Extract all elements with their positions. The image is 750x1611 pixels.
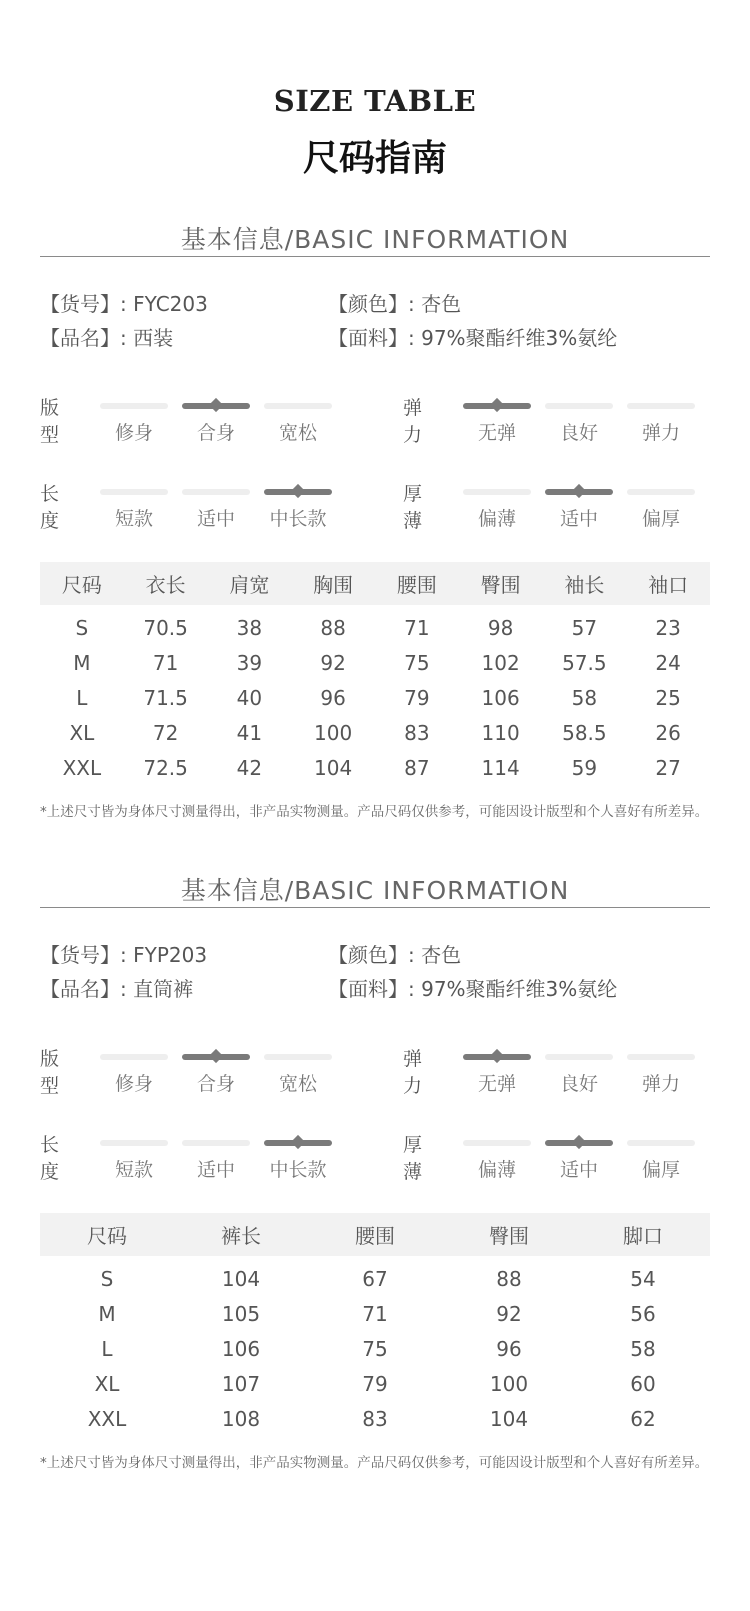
- table-cell: 59: [571, 755, 598, 780]
- scale-track: [182, 1054, 250, 1060]
- table-cell: XL: [69, 720, 95, 745]
- column-header: 胸围: [313, 573, 354, 597]
- scale-option: 中长款: [269, 508, 327, 530]
- attr-label-stretch: 弹力: [403, 397, 423, 446]
- scale-option: 短款: [114, 1159, 153, 1181]
- table-cell: M: [98, 1301, 116, 1326]
- table-cell: 27: [655, 755, 681, 780]
- scale-marker: [490, 398, 504, 412]
- table-cell: 96: [320, 685, 346, 710]
- column-header: 臀围: [489, 1224, 529, 1248]
- scale-option: 适中: [196, 1159, 235, 1181]
- scale-option: 偏厚: [641, 1159, 680, 1181]
- table-row: [40, 1401, 710, 1436]
- page-title-en: SIZE TABLE: [273, 84, 477, 118]
- table-cell: 71: [152, 650, 179, 675]
- scale-marker: [291, 484, 305, 498]
- scale-option: 无弹: [477, 1073, 516, 1095]
- table-row: [40, 1296, 710, 1331]
- table-row: [40, 645, 710, 680]
- table-cell: L: [101, 1336, 113, 1361]
- section-divider: [40, 907, 710, 908]
- scale-option: 适中: [196, 508, 235, 530]
- table-cell: 102: [481, 650, 520, 675]
- attr-label-stretch: 弹力: [403, 1048, 423, 1097]
- table-cell: 92: [320, 650, 346, 675]
- table-cell: 72.5: [143, 755, 188, 780]
- table-cell: 83: [362, 1406, 388, 1431]
- scale-track: [100, 1140, 168, 1146]
- scale-track: [545, 1054, 613, 1060]
- table-cell: 105: [221, 1301, 261, 1326]
- scale-marker: [209, 1049, 223, 1063]
- scale-track: [264, 1054, 332, 1060]
- scale-track: [182, 403, 250, 409]
- table-cell: 58: [571, 685, 598, 710]
- scale-track: [627, 489, 695, 495]
- scale-option: 合身: [196, 1073, 235, 1095]
- table-cell: 24: [655, 650, 681, 675]
- table-cell: 107: [221, 1371, 261, 1396]
- scale-marker: [572, 484, 586, 498]
- table-cell: XXL: [87, 1406, 127, 1431]
- table-cell: 25: [655, 685, 681, 710]
- table-body: [40, 1256, 710, 1436]
- scale-track: [463, 489, 531, 495]
- table-cell: 96: [496, 1336, 522, 1361]
- table-cell: L: [76, 685, 88, 710]
- scale-option: 弹力: [641, 422, 680, 444]
- scale-track: [627, 1140, 695, 1146]
- scale-track: [100, 489, 168, 495]
- attr-label-thickness: 厚薄: [403, 483, 423, 532]
- scale-option: 中长款: [269, 1159, 327, 1181]
- table-cell: 100: [314, 720, 353, 745]
- column-header: 尺码: [61, 573, 102, 597]
- scale-marker: [490, 1049, 504, 1063]
- scale-option: 宽松: [278, 422, 317, 444]
- item-name: 【品名】: 直筒裤: [40, 977, 194, 1001]
- table-cell: 79: [404, 685, 430, 710]
- table-cell: 104: [489, 1406, 529, 1431]
- table-row: [40, 750, 710, 785]
- table-cell: 57.5: [562, 650, 607, 675]
- scale-option: 适中: [559, 1159, 598, 1181]
- column-header: 臀围: [480, 573, 521, 597]
- scale-option: 适中: [559, 508, 598, 530]
- scale-track: [545, 403, 613, 409]
- table-cell: 75: [362, 1336, 388, 1361]
- scale-track: [100, 403, 168, 409]
- scale-option: 短款: [114, 508, 153, 530]
- table-row: [40, 1366, 710, 1401]
- table-cell: 104: [221, 1266, 261, 1291]
- scale-track: [627, 403, 695, 409]
- table-cell: 106: [221, 1336, 261, 1361]
- basic-info-section-pants: [0, 871, 750, 1511]
- scale-track: [264, 489, 332, 495]
- attr-label-length: 长度: [40, 483, 60, 532]
- attr-label-length: 长度: [40, 1134, 60, 1183]
- page-title-cn: 尺码指南: [302, 137, 447, 179]
- item-number: 【货号】: FYC203: [40, 292, 208, 316]
- table-cell: 62: [630, 1406, 656, 1431]
- table-cell: 56: [630, 1301, 656, 1326]
- table-cell: 71: [362, 1301, 388, 1326]
- table-cell: 110: [481, 720, 520, 745]
- column-header: 裤长: [221, 1224, 261, 1248]
- size-table: [40, 1213, 710, 1436]
- scale-track: [545, 1140, 613, 1146]
- size-note: *上述尺寸皆为身体尺寸测量得出，非产品实物测量。产品尺码仅供参考，可能因设计版型和个人喜好有所差异。: [40, 804, 709, 820]
- table-cell: 79: [362, 1371, 388, 1396]
- section-title: 基本信息/BASIC INFORMATION: [180, 225, 570, 254]
- column-header: 脚口: [623, 1224, 663, 1248]
- table-cell: 75: [404, 650, 430, 675]
- column-header: 尺码: [87, 1224, 127, 1248]
- table-row: [40, 610, 710, 645]
- section-divider: [40, 256, 710, 257]
- table-cell: 58.5: [562, 720, 607, 745]
- item-number: 【货号】: FYP203: [40, 943, 208, 967]
- table-cell: S: [100, 1266, 114, 1291]
- table-cell: 54: [630, 1266, 656, 1291]
- scale-track: [545, 489, 613, 495]
- table-cell: 40: [236, 685, 263, 710]
- table-row: [40, 715, 710, 750]
- table-row: [40, 1261, 710, 1296]
- table-cell: 98: [487, 615, 514, 640]
- item-fabric: 【面料】: 97%聚酯纤维3%氨纶: [328, 977, 618, 1001]
- scale-option: 偏薄: [477, 508, 516, 530]
- table-cell: S: [75, 615, 89, 640]
- scale-track: [182, 489, 250, 495]
- table-cell: 60: [630, 1371, 656, 1396]
- table-cell: 71: [404, 615, 430, 640]
- scale-option: 良好: [559, 1073, 598, 1095]
- column-header: 腰围: [396, 573, 437, 597]
- item-name: 【品名】: 西装: [40, 326, 174, 350]
- table-cell: 38: [236, 615, 263, 640]
- scale-option: 宽松: [278, 1073, 317, 1095]
- column-header: 袖口: [648, 573, 689, 597]
- table-cell: 106: [481, 685, 520, 710]
- table-cell: 83: [404, 720, 430, 745]
- table-header: [40, 562, 710, 605]
- scale-option: 合身: [196, 422, 235, 444]
- table-cell: 26: [655, 720, 681, 745]
- table-cell: 67: [362, 1266, 388, 1291]
- scale-track: [182, 1140, 250, 1146]
- table-cell: 41: [236, 720, 263, 745]
- scale-marker: [572, 1135, 586, 1149]
- scale-track: [264, 403, 332, 409]
- table-header: [40, 1213, 710, 1256]
- item-fabric: 【面料】: 97%聚酯纤维3%氨纶: [328, 326, 618, 350]
- scale-option: 良好: [559, 422, 598, 444]
- table-cell: 92: [496, 1301, 522, 1326]
- table-cell: 88: [320, 615, 346, 640]
- scale-option: 偏厚: [641, 508, 680, 530]
- table-cell: 72: [152, 720, 179, 745]
- size-note: *上述尺寸皆为身体尺寸测量得出，非产品实物测量。产品尺码仅供参考，可能因设计版型和个人喜好有所差异。: [40, 1455, 709, 1471]
- scale-track: [463, 1054, 531, 1060]
- table-cell: 42: [236, 755, 263, 780]
- scale-track: [264, 1140, 332, 1146]
- table-cell: 104: [314, 755, 353, 780]
- table-body: [40, 605, 710, 785]
- item-color: 【颜色】: 杏色: [328, 943, 462, 967]
- item-color: 【颜色】: 杏色: [328, 292, 462, 316]
- table-cell: 70.5: [143, 615, 188, 640]
- column-header: 腰围: [355, 1224, 395, 1248]
- table-cell: 39: [236, 650, 263, 675]
- table-cell: 87: [404, 755, 430, 780]
- table-cell: 88: [496, 1266, 522, 1291]
- scale-option: 弹力: [641, 1073, 680, 1095]
- scale-option: 无弹: [477, 422, 516, 444]
- column-header: 袖长: [564, 573, 605, 597]
- table-cell: XL: [94, 1371, 120, 1396]
- column-header: 肩宽: [229, 573, 270, 597]
- scale-option: 修身: [114, 1073, 153, 1095]
- scale-track: [627, 1054, 695, 1060]
- table-row: [40, 680, 710, 715]
- size-table: [40, 562, 710, 785]
- attr-label-fit: 版型: [40, 1048, 60, 1097]
- scale-track: [463, 1140, 531, 1146]
- scale-marker: [209, 398, 223, 412]
- table-cell: M: [73, 650, 91, 675]
- column-header: 衣长: [145, 573, 186, 597]
- section-title: 基本信息/BASIC INFORMATION: [180, 876, 570, 905]
- scale-track: [100, 1054, 168, 1060]
- scale-option: 偏薄: [477, 1159, 516, 1181]
- table-cell: 58: [630, 1336, 656, 1361]
- scale-option: 修身: [114, 422, 153, 444]
- table-cell: XXL: [62, 755, 102, 780]
- table-cell: 114: [481, 755, 520, 780]
- table-cell: 57: [571, 615, 598, 640]
- table-row: [40, 1331, 710, 1366]
- scale-marker: [291, 1135, 305, 1149]
- scale-track: [463, 403, 531, 409]
- table-cell: 108: [221, 1406, 261, 1431]
- table-cell: 100: [489, 1371, 529, 1396]
- attr-label-fit: 版型: [40, 397, 60, 446]
- basic-info-section-jacket: [0, 220, 750, 860]
- attr-label-thickness: 厚薄: [403, 1134, 423, 1183]
- table-cell: 23: [655, 615, 681, 640]
- table-cell: 71.5: [143, 685, 188, 710]
